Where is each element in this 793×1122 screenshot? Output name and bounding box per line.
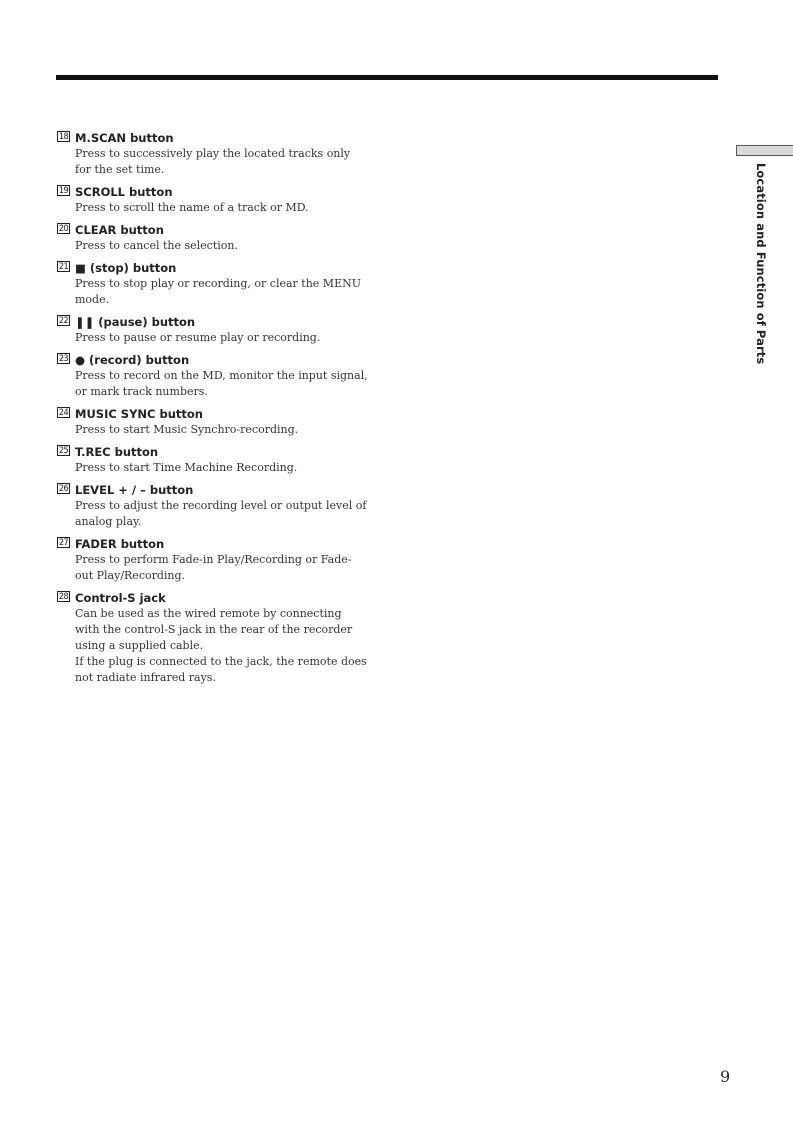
item-number-box: 26 (58, 484, 69, 494)
item-title: T.REC button (75, 445, 159, 459)
section-side-label: Location and Function of Parts (754, 163, 768, 365)
item-title: LEVEL + / – button (75, 483, 194, 497)
list-item (56, 482, 376, 530)
item-title: SCROLL button (75, 185, 173, 199)
item-number-box: 28 (58, 592, 69, 602)
list-item (56, 406, 376, 438)
item-number-box: 18 (58, 132, 69, 142)
item-title: MUSIC SYNC button (75, 407, 203, 421)
list-item (56, 352, 376, 400)
item-description-line: Press to record on the MD, monitor the input signal, (75, 369, 368, 382)
item-description-line: analog play. (75, 515, 142, 528)
item-title: CLEAR button (75, 223, 164, 237)
item-description-line: for the set time. (75, 163, 165, 176)
list-item (56, 130, 376, 178)
item-title: ■ (stop) button (75, 261, 177, 275)
item-description-line: Press to start Time Machine Recording. (75, 461, 298, 474)
item-description-line: Press to adjust the recording level or output level of (75, 499, 367, 512)
item-number-box: 23 (58, 354, 69, 364)
item-description-line: Press to cancel the selection. (75, 239, 238, 252)
item-description-line: Press to stop play or recording, or clear the MENU (75, 277, 361, 290)
item-description-line: using a supplied cable. (75, 639, 204, 652)
item-description-line: Press to scroll the name of a track or MD. (75, 201, 309, 214)
header-rule (56, 75, 718, 80)
list-item (56, 184, 376, 216)
item-description-line: Press to perform Fade-in Play/Recording or Fade- (75, 553, 352, 566)
item-description-line: not radiate infrared rays. (75, 671, 216, 684)
item-number-box: 22 (58, 316, 69, 326)
list-item (56, 260, 376, 308)
item-title: FADER button (75, 537, 165, 551)
page-number: 9 (720, 1067, 731, 1086)
item-number-box: 19 (58, 186, 69, 196)
item-number-box: 27 (58, 538, 69, 548)
item-description-line: Press to successively play the located tracks only (75, 147, 351, 160)
list-item (56, 444, 376, 476)
item-description-line: Press to pause or resume play or recording. (75, 331, 321, 344)
item-description-line: or mark track numbers. (75, 385, 208, 398)
item-description-line: with the control-S jack in the rear of the recorder (75, 623, 353, 636)
item-description-line: If the plug is connected to the jack, the remote does (75, 655, 367, 668)
item-number-box: 24 (58, 408, 69, 418)
item-description-line: out Play/Recording. (75, 569, 186, 582)
list-item (56, 590, 376, 686)
item-description-line: Press to start Music Synchro-recording. (75, 423, 299, 436)
item-title: ● (record) button (75, 353, 190, 367)
item-title: ❚❚ (pause) button (75, 315, 196, 329)
list-item (56, 222, 376, 254)
parts-list (56, 130, 376, 692)
item-number-box: 25 (58, 446, 69, 456)
section-tab-marker (736, 145, 793, 156)
list-item (56, 536, 376, 584)
item-title: Control-S jack (75, 591, 166, 605)
item-number-box: 21 (58, 262, 69, 272)
list-item (56, 314, 376, 346)
item-description-line: Can be used as the wired remote by connecting (75, 607, 342, 620)
item-description-line: mode. (75, 293, 110, 306)
item-number-box: 20 (58, 224, 69, 234)
item-title: M.SCAN button (75, 131, 174, 145)
